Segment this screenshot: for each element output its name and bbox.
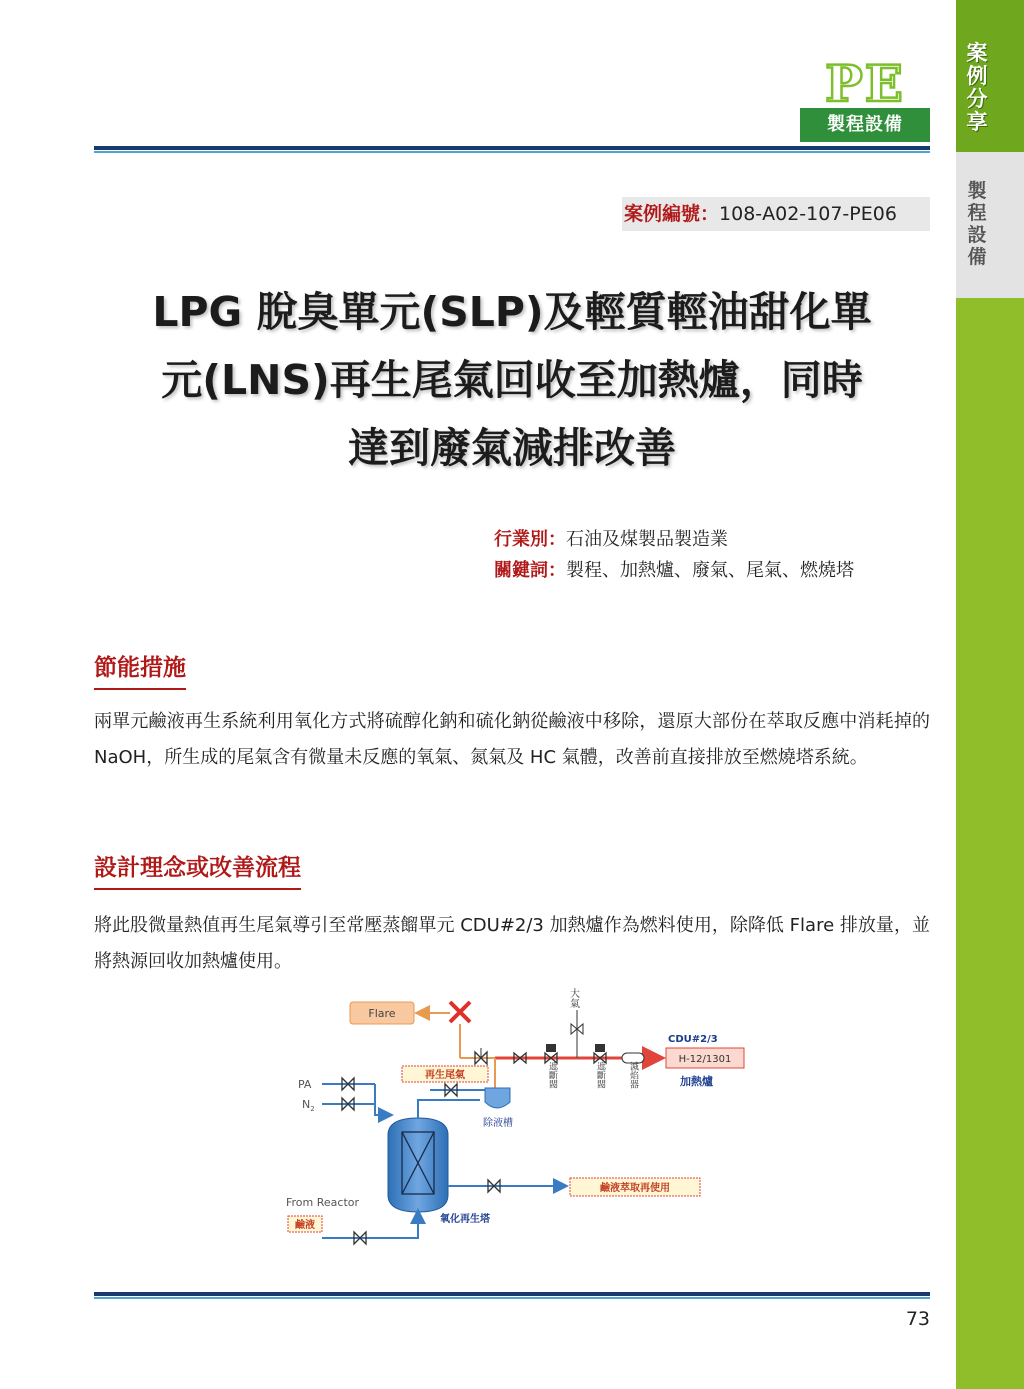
section-body-energy-measures: 兩單元鹼液再生系統利用氧化方式將硫醇化鈉和硫化鈉從鹼液中移除，還原大部份在萃取反應中消耗掉的 NaOH，所生成的尾氣含有微量未反應的氧氣、氮氣及 HC 氣體，改善前直接排放至燃燒塔系統。	[94, 711, 930, 768]
diagram-cut2-label: 遮斷閥	[595, 1061, 605, 1089]
diagram-pa-label: PA	[298, 1078, 312, 1091]
case-number-label: 案例編號：	[624, 203, 720, 225]
side-tab-category-label: 案例分享	[966, 41, 988, 134]
diagram-cut1-label: 遮斷閥	[547, 1061, 557, 1089]
keywords-label: 關鍵詞：	[494, 560, 566, 581]
pe-logo	[800, 58, 930, 108]
valve-icon	[342, 1078, 354, 1110]
diagram-heater-label: 加熱爐	[680, 1075, 713, 1088]
section-heading-energy-measures: 節能措施	[94, 652, 186, 690]
side-tab-subcategory	[956, 152, 1024, 298]
meta-keywords	[494, 555, 906, 586]
diagram-ox-label: 氧化再生塔	[440, 1214, 490, 1225]
diagram-flare-label: Flare	[368, 1007, 396, 1020]
diagram-atm-label: 大氣	[567, 988, 579, 1008]
section-badge	[800, 58, 930, 142]
footer-rule	[94, 1292, 930, 1299]
meta-industry	[494, 524, 906, 555]
diagram-arr-label: 滅焰器	[628, 1061, 638, 1089]
badge-label: 製程設備	[800, 108, 930, 142]
industry-value: 石油及煤製品製造業	[566, 529, 728, 550]
title-line: 元(LNS)再生尾氣回收至加熱爐，同時	[161, 356, 863, 404]
side-tab-subcategory-label: 製程設備	[967, 180, 987, 268]
diagram-cdu-label: CDU#2/3	[668, 1034, 718, 1045]
process-flow-diagram	[280, 980, 760, 1250]
blocked-icon	[450, 1002, 470, 1022]
knockout-drum	[485, 1088, 510, 1108]
page-title	[94, 278, 930, 482]
diagram-heater-id-label: H-12/1301	[678, 1054, 732, 1065]
case-number	[622, 197, 930, 231]
diagram-regen-label: 再生尾氣	[425, 1070, 465, 1081]
title-line: 達到廢氣減排改善	[348, 424, 676, 472]
side-tab	[956, 0, 1024, 1389]
pe-logo-text-label: PE	[825, 58, 905, 108]
cutoff-valve-icon	[594, 1044, 606, 1063]
diagram-reuse-label: 鹼液萃取再使用	[600, 1183, 670, 1194]
diagram-from-label: From Reactor	[286, 1196, 360, 1209]
section-body-design-concept: 將此股微量熱值再生尾氣導引至常壓蒸餾單元 CDU#2/3 加熱爐作為燃料使用，除降低 Flare 排放量，並將熱源回收加熱爐使用。	[94, 915, 930, 972]
cutoff-valve-icon	[545, 1044, 557, 1063]
page-number: 73	[905, 1308, 930, 1330]
case-number-value: 108-A02-107-PE06	[719, 203, 897, 225]
diagram-caustic-label: 鹼液	[295, 1220, 315, 1231]
keywords-value: 製程、加熱爐、廢氣、尾氣、燃燒塔	[566, 560, 854, 581]
diagram-n2sub-label: 2	[310, 1105, 315, 1113]
diagram-n2-label: N	[302, 1098, 311, 1111]
meta-info	[494, 524, 906, 586]
industry-label: 行業別：	[494, 529, 566, 550]
section-heading-design-concept: 設計理念或改善流程	[94, 852, 301, 890]
diagram-ko-label: 除液槽	[483, 1118, 513, 1129]
side-tab-category	[956, 0, 1024, 152]
svg-text:N2	[302, 1098, 315, 1113]
valve-icon	[475, 1048, 487, 1064]
title-line: LPG 脫臭單元(SLP)及輕質輕油甜化單	[152, 288, 872, 336]
header-rule	[94, 146, 930, 153]
